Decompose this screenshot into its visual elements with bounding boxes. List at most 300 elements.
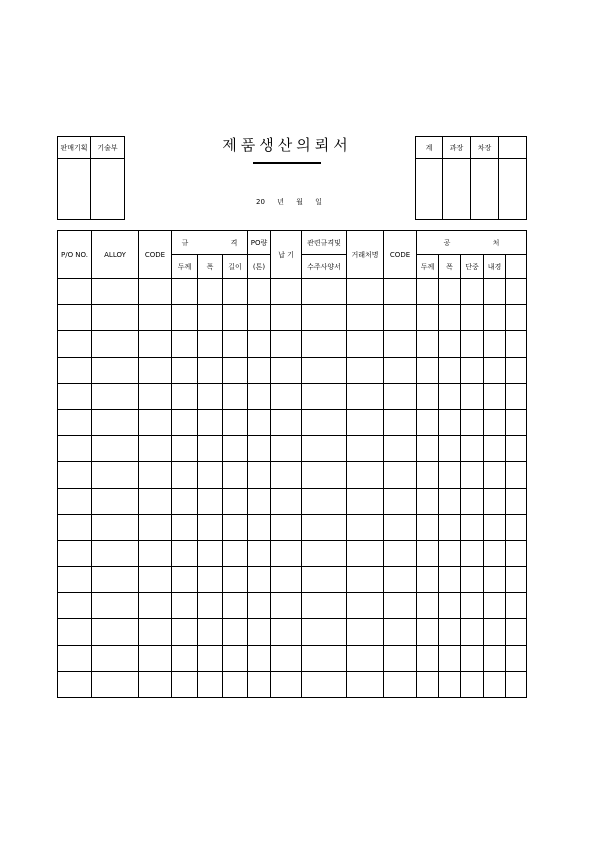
table-cell[interactable] [384,383,417,409]
table-cell[interactable] [461,305,484,331]
table-cell[interactable] [271,645,302,671]
table-row [58,462,527,488]
table-cell[interactable] [417,305,439,331]
table-cell[interactable] [417,331,439,357]
table-cell[interactable] [223,593,248,619]
table-cell[interactable] [347,357,384,383]
table-cell[interactable] [417,514,439,540]
table-cell[interactable] [439,645,461,671]
table-cell[interactable] [347,331,384,357]
table-cell[interactable] [347,619,384,645]
staff-sign-cell[interactable] [416,159,443,220]
table-cell[interactable] [417,383,439,409]
table-cell[interactable] [223,436,248,462]
table-cell[interactable] [439,462,461,488]
table-cell[interactable] [439,619,461,645]
table-cell[interactable] [439,540,461,566]
table-cell[interactable] [417,279,439,305]
table-cell[interactable] [461,436,484,462]
table-cell[interactable] [172,540,198,566]
width-header: 폭 [198,255,223,279]
process-thickness-header: 두께 [417,255,439,279]
table-cell[interactable] [271,488,302,514]
table-cell[interactable] [92,409,139,435]
table-cell[interactable] [92,331,139,357]
table-cell[interactable] [92,619,139,645]
table-cell[interactable] [248,540,271,566]
table-cell[interactable] [506,331,527,357]
table-cell[interactable] [58,619,92,645]
table-cell[interactable] [384,488,417,514]
table-cell[interactable] [58,514,92,540]
table-cell[interactable] [58,331,92,357]
table-cell[interactable] [439,331,461,357]
table-cell[interactable] [271,619,302,645]
table-cell[interactable] [484,383,506,409]
table-cell[interactable] [223,409,248,435]
table-cell[interactable] [302,488,347,514]
table-cell[interactable] [384,540,417,566]
table-cell[interactable] [461,383,484,409]
table-cell[interactable] [384,305,417,331]
table-cell[interactable] [248,567,271,593]
customer-header: 거래처명 [347,231,384,279]
table-cell[interactable] [92,279,139,305]
table-cell[interactable] [223,567,248,593]
table-cell[interactable] [302,645,347,671]
table-cell[interactable] [172,462,198,488]
table-cell[interactable] [484,279,506,305]
table-cell[interactable] [506,540,527,566]
extra-label-cell [499,137,527,159]
table-cell[interactable] [198,540,223,566]
table-cell[interactable] [384,436,417,462]
table-row [58,409,527,435]
inner-diameter-header: 내경 [484,255,506,279]
table-cell[interactable] [223,645,248,671]
table-cell[interactable] [484,514,506,540]
table-row [58,593,527,619]
code2-header: CODE [384,231,417,279]
table-cell[interactable] [417,671,439,697]
table-cell[interactable] [139,409,172,435]
table-cell[interactable] [302,305,347,331]
table-cell[interactable] [198,409,223,435]
unit-weight-header: 단중 [461,255,484,279]
table-cell[interactable] [417,593,439,619]
table-cell[interactable] [461,488,484,514]
table-cell[interactable] [439,357,461,383]
table-cell[interactable] [506,514,527,540]
table-cell[interactable] [302,593,347,619]
table-cell[interactable] [248,279,271,305]
table-cell[interactable] [484,436,506,462]
table-cell[interactable] [417,488,439,514]
table-cell[interactable] [484,409,506,435]
deputy-sign-cell[interactable] [471,159,499,220]
table-cell[interactable] [347,540,384,566]
table-row [58,436,527,462]
table-cell[interactable] [461,540,484,566]
table-cell[interactable] [248,383,271,409]
table-cell[interactable] [172,436,198,462]
table-cell[interactable] [461,514,484,540]
table-cell[interactable] [58,671,92,697]
table-cell[interactable] [302,436,347,462]
table-cell[interactable] [92,383,139,409]
table-cell[interactable] [506,645,527,671]
table-cell[interactable] [384,409,417,435]
table-cell[interactable] [198,383,223,409]
table-cell[interactable] [139,462,172,488]
table-cell[interactable] [223,671,248,697]
table-cell[interactable] [439,279,461,305]
table-cell[interactable] [198,645,223,671]
table-cell[interactable] [248,357,271,383]
table-cell[interactable] [302,462,347,488]
table-cell[interactable] [271,383,302,409]
table-cell[interactable] [506,409,527,435]
extra-sign-cell[interactable] [499,159,527,220]
table-cell[interactable] [271,279,302,305]
table-row [58,540,527,566]
table-cell[interactable] [302,331,347,357]
table-cell[interactable] [271,540,302,566]
table-cell[interactable] [139,383,172,409]
table-row [58,305,527,331]
table-cell[interactable] [58,357,92,383]
table-cell[interactable] [384,279,417,305]
table-cell[interactable] [198,567,223,593]
table-cell[interactable] [223,540,248,566]
table-cell[interactable] [58,279,92,305]
table-cell[interactable] [439,514,461,540]
table-cell[interactable] [139,279,172,305]
table-cell[interactable] [484,305,506,331]
table-cell[interactable] [58,436,92,462]
table-cell[interactable] [92,436,139,462]
length-header: 길이 [223,255,248,279]
title-underline [253,162,321,164]
table-cell[interactable] [506,671,527,697]
table-cell[interactable] [223,357,248,383]
table-cell[interactable] [223,279,248,305]
process-header: 공 처 [417,231,527,255]
table-cell[interactable] [223,383,248,409]
table-cell[interactable] [271,409,302,435]
page-title: 제품생산의뢰서 [222,136,352,154]
table-cell[interactable] [58,540,92,566]
table-cell[interactable] [347,567,384,593]
table-cell[interactable] [484,567,506,593]
table-cell[interactable] [92,488,139,514]
table-cell[interactable] [198,462,223,488]
planning-label: 판매기획 [58,137,91,159]
table-cell[interactable] [506,488,527,514]
table-cell[interactable] [347,436,384,462]
table-cell[interactable] [198,619,223,645]
table-cell[interactable] [198,279,223,305]
table-cell[interactable] [223,462,248,488]
table-cell[interactable] [172,671,198,697]
table-cell[interactable] [506,567,527,593]
table-cell[interactable] [58,305,92,331]
table-cell[interactable] [484,357,506,383]
table-cell[interactable] [223,514,248,540]
table-cell[interactable] [248,436,271,462]
table-cell[interactable] [92,462,139,488]
table-cell[interactable] [506,383,527,409]
table-cell[interactable] [223,619,248,645]
right-approval-box [415,136,527,220]
table-row [58,488,527,514]
table-cell[interactable] [198,305,223,331]
table-cell[interactable] [271,305,302,331]
table-cell[interactable] [139,488,172,514]
table-cell[interactable] [461,671,484,697]
table-cell[interactable] [506,436,527,462]
staff-label: 계 [416,137,443,159]
ton-unit-header: (톤) [248,255,271,279]
table-cell[interactable] [417,436,439,462]
table-cell[interactable] [92,671,139,697]
table-cell[interactable] [139,540,172,566]
table-cell[interactable] [198,331,223,357]
table-cell[interactable] [439,593,461,619]
manager-label: 과장 [443,137,471,159]
table-cell[interactable] [384,645,417,671]
spec-header: 규 격 [172,231,248,255]
table-cell[interactable] [461,567,484,593]
table-cell[interactable] [92,305,139,331]
table-cell[interactable] [271,357,302,383]
table-cell[interactable] [484,619,506,645]
table-cell[interactable] [248,619,271,645]
table-cell[interactable] [461,331,484,357]
table-cell[interactable] [347,671,384,697]
table-cell[interactable] [248,645,271,671]
table-cell[interactable] [484,462,506,488]
table-cell[interactable] [484,331,506,357]
table-cell[interactable] [417,409,439,435]
table-cell[interactable] [198,488,223,514]
table-cell[interactable] [271,331,302,357]
table-cell[interactable] [302,540,347,566]
table-cell[interactable] [172,488,198,514]
table-cell[interactable] [461,409,484,435]
table-row [58,567,527,593]
table-cell[interactable] [223,331,248,357]
table-cell[interactable] [439,671,461,697]
table-cell[interactable] [92,567,139,593]
manager-sign-cell[interactable] [443,159,471,220]
table-cell[interactable] [139,593,172,619]
table-cell[interactable] [506,462,527,488]
table-cell[interactable] [439,436,461,462]
table-cell[interactable] [439,409,461,435]
table-cell[interactable] [172,383,198,409]
table-cell[interactable] [506,305,527,331]
table-cell[interactable] [198,514,223,540]
table-cell[interactable] [302,567,347,593]
table-cell[interactable] [302,671,347,697]
table-cell[interactable] [461,593,484,619]
table-cell[interactable] [417,462,439,488]
table-cell[interactable] [248,331,271,357]
table-cell[interactable] [439,567,461,593]
table-cell[interactable] [58,409,92,435]
table-cell[interactable] [384,619,417,645]
table-cell[interactable] [58,462,92,488]
table-cell[interactable] [461,462,484,488]
table-cell[interactable] [271,436,302,462]
table-cell[interactable] [172,331,198,357]
table-cell[interactable] [347,409,384,435]
table-cell[interactable] [484,645,506,671]
table-cell[interactable] [302,409,347,435]
table-cell[interactable] [139,619,172,645]
deputy-label: 차장 [471,137,499,159]
planning-sign-cell[interactable] [58,159,91,220]
table-cell[interactable] [248,462,271,488]
table-cell[interactable] [302,383,347,409]
table-cell[interactable] [384,671,417,697]
table-cell[interactable] [92,645,139,671]
delivery-header: 납 기 [271,231,302,279]
process-width-header: 폭 [439,255,461,279]
table-cell[interactable] [248,488,271,514]
table-cell[interactable] [92,540,139,566]
table-cell[interactable] [139,436,172,462]
table-cell[interactable] [92,593,139,619]
table-cell[interactable] [384,567,417,593]
technical-label: 기술부 [91,137,125,159]
table-row [58,619,527,645]
table-cell[interactable] [248,514,271,540]
table-cell[interactable] [92,514,139,540]
table-cell[interactable] [347,279,384,305]
table-cell[interactable] [439,488,461,514]
blank-header-cell [506,255,527,279]
table-cell[interactable] [172,645,198,671]
table-cell[interactable] [484,488,506,514]
table-cell[interactable] [347,645,384,671]
table-cell[interactable] [439,305,461,331]
table-cell[interactable] [302,514,347,540]
table-cell[interactable] [506,279,527,305]
table-cell[interactable] [172,279,198,305]
table-row [58,331,527,357]
table-cell[interactable] [347,514,384,540]
table-cell[interactable] [139,357,172,383]
table-cell[interactable] [139,514,172,540]
table-cell[interactable] [302,279,347,305]
table-cell[interactable] [484,671,506,697]
table-cell[interactable] [271,671,302,697]
table-cell[interactable] [271,567,302,593]
table-cell[interactable] [248,409,271,435]
table-cell[interactable] [461,357,484,383]
table-cell[interactable] [58,645,92,671]
table-cell[interactable] [384,462,417,488]
table-cell[interactable] [248,305,271,331]
table-cell[interactable] [506,357,527,383]
table-cell[interactable] [461,279,484,305]
table-cell[interactable] [439,383,461,409]
table-cell[interactable] [417,567,439,593]
table-cell[interactable] [172,357,198,383]
table-cell[interactable] [172,567,198,593]
table-cell[interactable] [506,619,527,645]
table-cell[interactable] [417,357,439,383]
table-cell[interactable] [484,540,506,566]
table-cell[interactable] [139,331,172,357]
table-cell[interactable] [302,619,347,645]
table-cell[interactable] [223,488,248,514]
table-cell[interactable] [58,383,92,409]
related-spec-header: 관련규격및 [302,231,347,255]
table-cell[interactable] [347,488,384,514]
table-cell[interactable] [58,593,92,619]
table-cell[interactable] [223,305,248,331]
table-cell[interactable] [139,567,172,593]
table-row [58,279,527,305]
po-qty-header: PO량 [248,231,271,255]
table-cell[interactable] [384,514,417,540]
table-cell[interactable] [172,619,198,645]
table-cell[interactable] [198,436,223,462]
table-cell[interactable] [384,593,417,619]
left-approval-box [57,136,125,220]
table-cell[interactable] [198,671,223,697]
table-cell[interactable] [198,357,223,383]
table-cell[interactable] [461,645,484,671]
table-cell[interactable] [461,619,484,645]
table-cell[interactable] [139,645,172,671]
table-cell[interactable] [417,645,439,671]
table-cell[interactable] [271,462,302,488]
technical-sign-cell[interactable] [91,159,125,220]
table-cell[interactable] [92,357,139,383]
table-cell[interactable] [248,671,271,697]
table-cell[interactable] [58,567,92,593]
table-cell[interactable] [484,593,506,619]
table-cell[interactable] [198,593,223,619]
table-cell[interactable] [506,593,527,619]
table-cell[interactable] [347,593,384,619]
alloy-header: ALLOY [92,231,139,279]
table-cell[interactable] [347,305,384,331]
table-cell[interactable] [172,409,198,435]
table-cell[interactable] [139,305,172,331]
table-cell[interactable] [172,305,198,331]
table-cell[interactable] [271,593,302,619]
table-cell[interactable] [172,593,198,619]
table-cell[interactable] [417,619,439,645]
table-cell[interactable] [347,383,384,409]
table-cell[interactable] [248,593,271,619]
table-cell[interactable] [172,514,198,540]
table-cell[interactable] [58,488,92,514]
table-cell[interactable] [384,331,417,357]
table-cell[interactable] [302,357,347,383]
table-cell[interactable] [384,357,417,383]
table-cell[interactable] [347,462,384,488]
table-row [58,357,527,383]
table-cell[interactable] [139,671,172,697]
table-cell[interactable] [271,514,302,540]
table-cell[interactable] [417,540,439,566]
